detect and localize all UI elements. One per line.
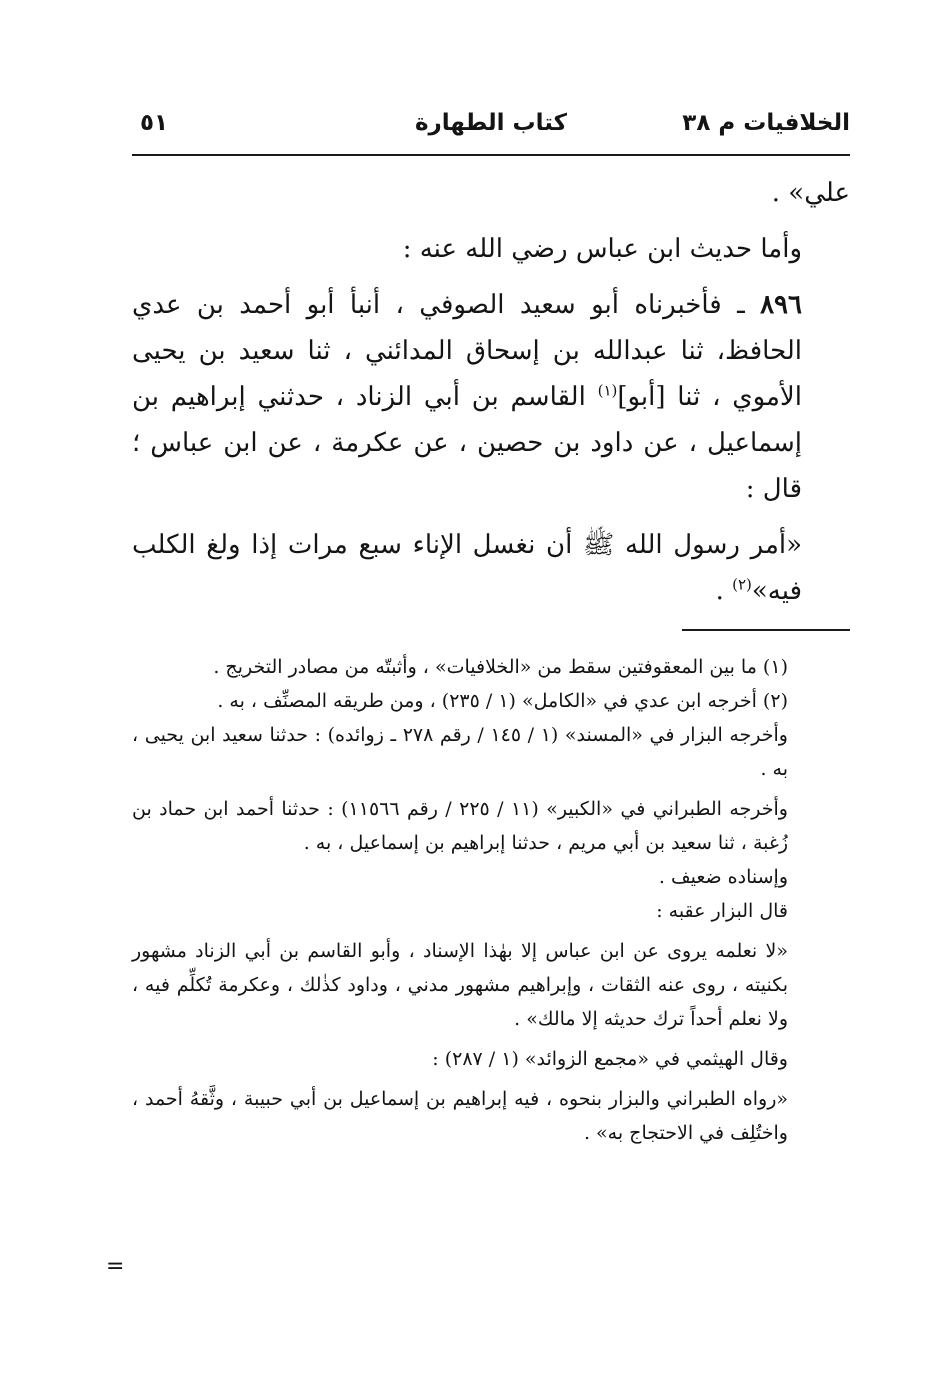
header-book-title: الخلافيات م ٣٨	[682, 110, 850, 136]
footnote-2-bazzar-comment-intro: قال البزار عقبه :	[656, 900, 788, 922]
footnote-2-grading: وإسناده ضعيف .	[658, 866, 788, 888]
paragraph-hadith-text	[132, 522, 850, 614]
hadith-text-end: .	[715, 576, 733, 606]
footnote-ref-2: (٢)	[732, 575, 752, 594]
chain-text-a: ـ فأخبرناه أبو سعيد الصوفي ، أنبأ أبو أحمد بن عدي الحافظ، ثنا عبدالله بن إسحاق المدائني ، ثنا سعيد بن يحيى الأموي ، ثنا [أبو]	[132, 290, 802, 412]
footnote-2-tabarani: وأخرجه الطبراني في «الكبير» (١١ / ٢٢٥ / رقم ١١٥٦٦) : حدثنا أحمد ابن حماد بن زُغبة ، ثنا سعيد بن أبي مريم ، حدثنا إبراهيم بن إسماعيل ، به .	[132, 798, 788, 854]
footnote-ref-1: (١)	[597, 381, 618, 400]
footnote-2-haythami-intro: وقال الهيثمي في «مجمع الزوائد» (١ / ٢٨٧) :	[432, 1048, 788, 1070]
footnote-2-haythami-quote: «رواه الطبراني والبزار بنحوه ، فيه إبراهيم بن إسماعيل بن أبي حبيبة ، وثَّقهُ أحمد ، واختُلِف في الاحتجاج به» .	[132, 1088, 788, 1144]
hadith-text: «أمر رسول الله ﷺ أن نغسل الإناء سبع مرات إذا ولغ الكلب فيه»	[132, 530, 802, 606]
paragraph-continuation: علي» .	[771, 178, 850, 208]
footnote-separator	[682, 629, 850, 631]
continuation-marker: =	[106, 1254, 125, 1279]
header-chapter-title: كتاب الطهارة	[414, 110, 568, 136]
paragraph-intro: وأما حديث ابن عباس رضي الله عنه :	[402, 234, 802, 264]
footnote-2-bazzar: وأخرجه البزار في «المسند» (١ / ١٤٥ / رقم ٢٧٨ ـ زوائده) : حدثنا سعيد ابن يحيى ، به .	[132, 724, 788, 780]
main-text	[132, 170, 850, 614]
footnote-1: (١) ما بين المعقوفتين سقط من «الخلافيات» ، وأثبتّه من مصادر التخريج .	[213, 656, 788, 678]
paragraph-hadith-chain	[132, 282, 850, 512]
footnote-2: (٢) أخرجه ابن عدي في «الكامل» (١ / ٢٣٥) ، ومن طريقه المصنِّف ، به .	[217, 690, 788, 712]
footnotes	[132, 650, 850, 1150]
footnote-2-bazzar-comment: «لا نعلمه يروى عن ابن عباس إلا بهٰذا الإسناد ، وأبو القاسم بن أبي الزناد مشهور بكنيته ، روى عنه الثقات ، وإبراهيم مشهور مدني ، وداود كذٰلك ، وعكرمة تُكلِّم فيه ، ولا نعلم أحداً ترك حديثه إلا مالك» .	[132, 940, 788, 1030]
chain-text-b: القاسم بن أبي الزناد ، حدثني إبراهيم بن إسماعيل ، عن داود بن حصين ، عن عكرمة ، عن ابن عباس ؛ قال :	[132, 382, 802, 504]
running-header	[132, 110, 850, 150]
page-number: ٥١	[140, 110, 169, 136]
hadith-number: ٨٩٦	[760, 290, 802, 320]
header-rule	[132, 154, 850, 156]
